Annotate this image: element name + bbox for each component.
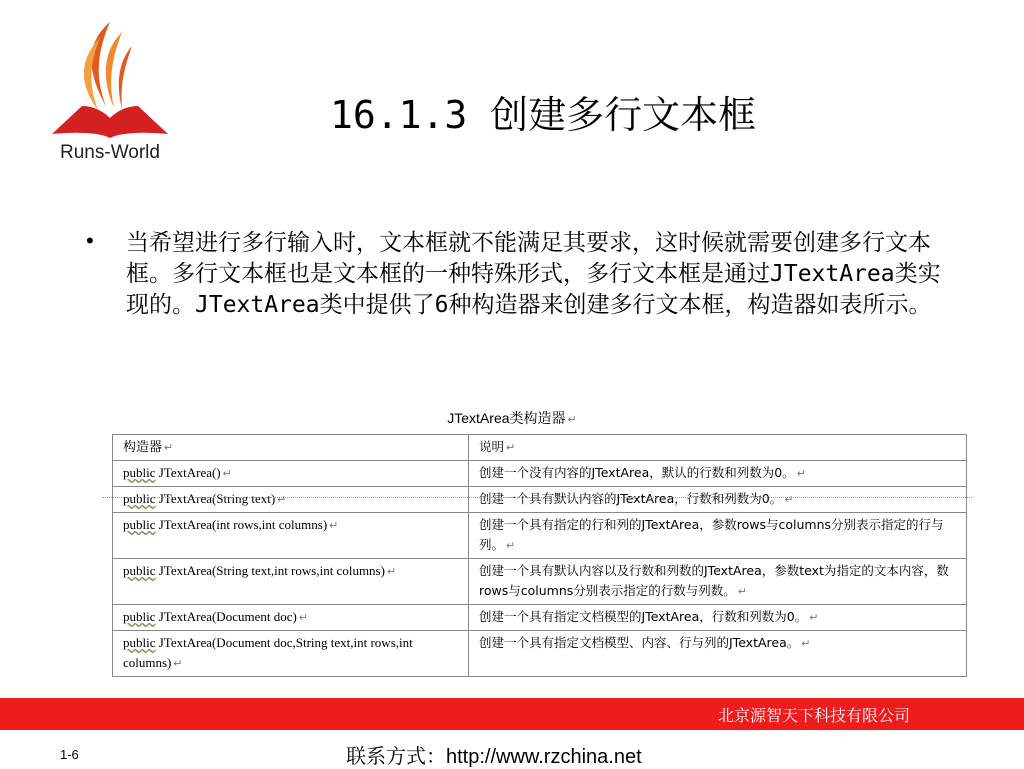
logo-text: Runs-World bbox=[60, 142, 160, 163]
keyword: public bbox=[123, 563, 156, 578]
description: 创建一个具有默认内容的JTextArea，行数和列数为0。 bbox=[479, 491, 783, 506]
description: 创建一个没有内容的JTextArea，默认的行数和列数为0。 bbox=[479, 465, 795, 480]
signature: JTextArea(String text,int rows,int columns) bbox=[155, 563, 385, 578]
table-cell bbox=[469, 487, 967, 513]
constructor-table bbox=[112, 434, 967, 677]
table-cell bbox=[469, 461, 967, 487]
table-cell bbox=[113, 559, 469, 605]
keyword: public bbox=[123, 491, 156, 506]
keyword: public bbox=[123, 635, 156, 650]
contact-info: 联系方式：http://www.rzchina.net bbox=[346, 746, 642, 768]
table-cell bbox=[113, 513, 469, 559]
description: 创建一个具有默认内容以及行数和列数的JTextArea，参数text为指定的文本内容，数rows与columns分别表示指定的行数与列数。 bbox=[479, 563, 949, 598]
company-name: 北京源智天下科技有限公司 bbox=[717, 706, 910, 725]
return-mark-icon: ↵ bbox=[386, 566, 397, 578]
table-header-cell bbox=[113, 435, 469, 461]
table-header-cell bbox=[469, 435, 967, 461]
return-mark-icon: ↵ bbox=[801, 637, 811, 650]
signature: JTextArea(Document doc,String text,int rows,int columns) bbox=[123, 635, 413, 670]
table-row bbox=[113, 513, 967, 559]
table-row bbox=[113, 631, 967, 677]
return-mark-icon: ↵ bbox=[809, 611, 819, 624]
page-title: 16.1.3 创建多行文本框 bbox=[330, 93, 757, 137]
table-cell bbox=[113, 487, 469, 513]
table-header-row bbox=[113, 435, 967, 461]
bullet-dot-icon: • bbox=[86, 228, 94, 253]
signature: JTextArea(Document doc) bbox=[155, 609, 297, 624]
return-mark-icon: ↵ bbox=[277, 494, 287, 506]
keyword: public bbox=[123, 465, 156, 480]
dotted-divider bbox=[102, 497, 972, 498]
return-mark-icon: ↵ bbox=[567, 414, 577, 426]
return-mark-icon: ↵ bbox=[506, 441, 516, 454]
table-cell bbox=[469, 605, 967, 631]
header-description: 说明 bbox=[479, 439, 505, 454]
flame-book-icon bbox=[44, 14, 176, 142]
signature: JTextArea(String text) bbox=[155, 491, 276, 506]
header-constructor: 构造器 bbox=[123, 439, 163, 454]
footer-bar bbox=[0, 698, 1024, 730]
table-cell bbox=[113, 605, 469, 631]
table-cell bbox=[469, 631, 967, 677]
table-cell bbox=[469, 513, 967, 559]
description: 创建一个具有指定文档模型、内容、行与列的JTextArea。 bbox=[479, 635, 800, 650]
runs-world-logo bbox=[44, 14, 176, 164]
table-cell bbox=[469, 559, 967, 605]
return-mark-icon: ↵ bbox=[329, 520, 339, 532]
table-row bbox=[113, 461, 967, 487]
keyword: public bbox=[123, 609, 156, 624]
description: 创建一个具有指定文档模型的JTextArea，行数和列数为0。 bbox=[479, 609, 808, 624]
return-mark-icon: ↵ bbox=[222, 468, 232, 480]
keyword: public bbox=[123, 517, 156, 532]
table-row bbox=[113, 487, 967, 513]
table-caption-text: JTextArea类构造器 bbox=[447, 410, 566, 426]
return-mark-icon: ↵ bbox=[737, 585, 747, 598]
table-row bbox=[113, 559, 967, 605]
table-cell bbox=[113, 631, 469, 677]
return-mark-icon: ↵ bbox=[164, 442, 174, 454]
return-mark-icon: ↵ bbox=[173, 658, 183, 670]
table-caption bbox=[0, 408, 1024, 428]
return-mark-icon: ↵ bbox=[796, 467, 806, 480]
return-mark-icon: ↵ bbox=[784, 493, 794, 506]
page-number: 1-6 bbox=[60, 747, 79, 762]
description: 创建一个具有指定的行和列的JTextArea，参数rows与columns分别表示指定的行与列。 bbox=[479, 517, 944, 552]
table-cell bbox=[113, 461, 469, 487]
return-mark-icon: ↵ bbox=[298, 612, 309, 624]
bullet-text: 当希望进行多行输入时，文本框就不能满足其要求，这时候就需要创建多行文本框。多行文本框也是文本框的一种特殊形式，多行文本框是通过JTextArea类实现的。JTextArea类中提供了6种构造器来创建多行文本框，构造器如表所示。 bbox=[126, 230, 941, 318]
signature: JTextArea(int rows,int columns) bbox=[155, 517, 328, 532]
return-mark-icon: ↵ bbox=[506, 539, 516, 552]
signature: JTextArea() bbox=[155, 465, 221, 480]
table-row bbox=[113, 605, 967, 631]
